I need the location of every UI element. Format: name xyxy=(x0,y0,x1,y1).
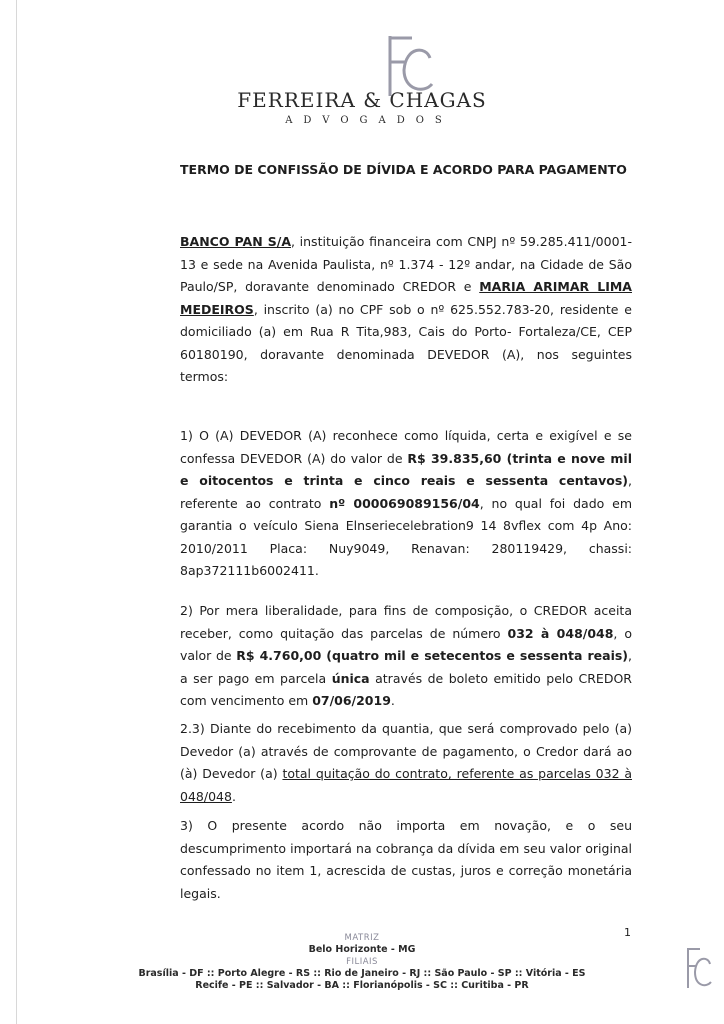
fc-monogram-small-icon xyxy=(680,944,714,992)
clause-2-3-paragraph xyxy=(180,718,632,808)
clause-2-3-underlined: total quitação do contrato, referente as parcelas 032 à 048/048 xyxy=(180,766,633,804)
clause-1-paragraph xyxy=(180,425,632,583)
clause-1-amount: R$ 39.835,60 (trinta e nove mil e oitocentos e trinta e cinco reais e sessenta centavos) xyxy=(180,450,632,488)
clause-1-text-c: , no qual foi dado em garantia o veículo Siena Elnseriecelebration9 14 8vflex com 4p Ano: 2010/2011 Placa: Nuy9049, Renavan: 280119429, chassi: 8ap372111b6002411. xyxy=(180,495,632,578)
clause-2-installments: 032 à 048/048 xyxy=(507,625,614,641)
clause-2-single: única xyxy=(331,670,370,686)
clause-1-text-a: 1) O (A) DEVEDOR (A) reconhece como líquida, certa e exigível e se confessa DEVEDOR (A) do valor de xyxy=(180,428,632,466)
clause-2-text-a: 2) Por mera liberalidade, para fins de composição, o CREDOR aceita receber, como quitação das parcelas de número xyxy=(180,603,632,641)
footer xyxy=(0,932,724,992)
scan-edge-line xyxy=(16,0,17,1024)
creditor-text: , instituição financeira com CNPJ nº 59.285.411/0001-13 e sede na Avenida Paulista, nº 1.374 - 12º andar, na Cidade de São Paulo/SP, doravante denominado CREDOR e xyxy=(180,234,633,294)
footer-branches-line-2: Recife - PE :: Salvador - BA :: Florianópolis - SC :: Curitiba - PR xyxy=(195,980,529,991)
clause-1-contract: nº 000069089156/04 xyxy=(329,495,480,511)
creditor-name: BANCO PAN S/A xyxy=(180,234,291,249)
clause-1-text-b: , referente ao contrato xyxy=(180,473,632,511)
footer-branches-line-1: Brasília - DF :: Porto Alegre - RS :: Rio de Janeiro - RJ :: São Paulo - SP :: Vitória - ES xyxy=(138,968,586,979)
clause-2-due-date: 07/06/2019 xyxy=(312,693,391,708)
clause-3-paragraph xyxy=(180,815,632,905)
firm-name: FERREIRA & CHAGAS xyxy=(237,88,487,112)
document-title: TERMO DE CONFISSÃO DE DÍVIDA E ACORDO PARA PAGAMENTO xyxy=(180,162,627,177)
clause-2-paragraph xyxy=(180,600,632,713)
clause-2-text-b: , o valor de xyxy=(180,625,632,663)
clause-2-text-c: , a ser pago em parcela xyxy=(180,648,632,686)
firm-subtitle: ADVOGADOS xyxy=(285,115,453,126)
clause-2-text-e: . xyxy=(390,693,395,708)
clause-2-text-d: através de boleto emitido pelo CREDOR com vencimento em xyxy=(180,670,632,708)
footer-matriz-label: MATRIZ xyxy=(344,933,380,943)
debtor-text: , inscrito (a) no CPF sob o nº 625.552.783-20, residente e domiciliado (a) em Rua R Tita,983, Cais do Porto- Fortaleza/CE, CEP 60180190, doravante denominada DEVEDOR (A), nos seguintes termos: xyxy=(180,301,632,384)
clause-2-3-text-a: 2.3) Diante do recebimento da quantia, que será comprovado pelo (a) Devedor (a) através de comprovante de pagamento, o Credor dará ao (à) Devedor (a) xyxy=(180,721,632,781)
clause-2-3-text-b: . xyxy=(231,788,236,804)
page-number: 1 xyxy=(624,926,631,939)
clause-3-text: 3) O presente acordo não importa em novação, e o seu descumprimento importará na cobrança da dívida em seu valor original confessado no item 1, acrescida de custas, juros e correção monetária legais. xyxy=(180,818,632,901)
footer-filiais-label: FILIAIS xyxy=(346,957,378,967)
debtor-name: MARIA ARIMAR LIMA MEDEIROS xyxy=(180,279,632,317)
footer-matriz-city: Belo Horizonte - MG xyxy=(308,944,416,955)
clause-2-amount: R$ 4.760,00 (quatro mil e setecentos e sessenta reais) xyxy=(236,648,629,663)
parties-paragraph xyxy=(180,231,632,389)
